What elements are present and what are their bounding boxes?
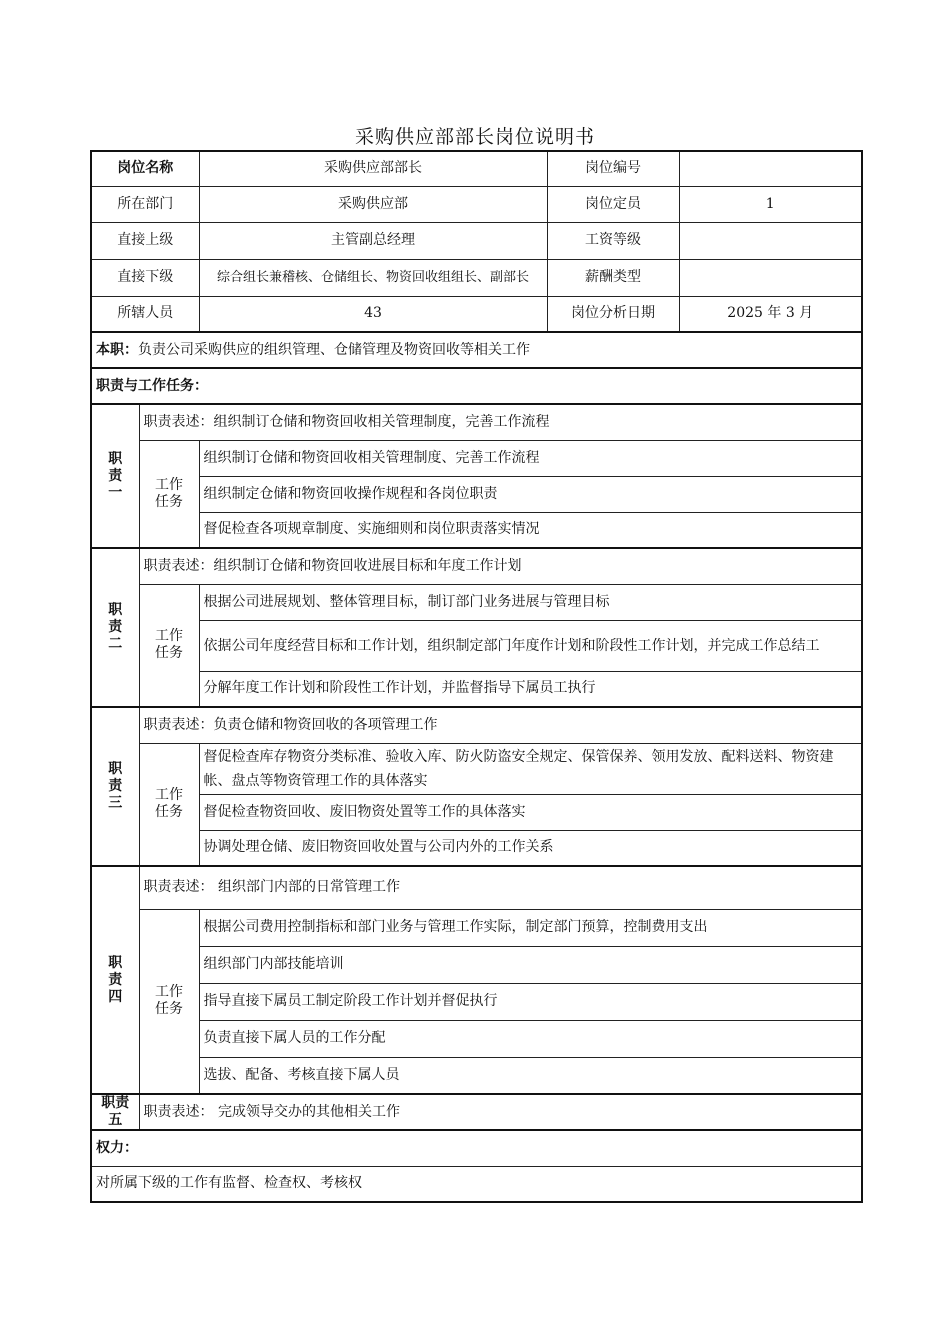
duty-2-task-2: 依据公司年度经营目标和工作计划，组织制定部门年度作计划和阶段性工作计划，并完成工作总结工 (199, 620, 862, 671)
value-department: 采购供应部 (199, 186, 547, 222)
duty-1-task-3: 督促检查各项规章制度、实施细则和岗位职责落实情况 (199, 512, 862, 548)
value-position-code (679, 151, 862, 186)
primary-duty-label: 本职： (96, 341, 138, 358)
duty-3-task-label: 工作 任务 (139, 743, 199, 866)
value-pay-type (679, 259, 862, 296)
duty-2-name: 职 责 二 (91, 548, 139, 707)
label-position-name: 岗位名称 (91, 151, 199, 186)
duty-5-name: 职责 五 (91, 1094, 139, 1130)
duty-1-task-1: 组织制订仓储和物资回收相关管理制度、完善工作流程 (199, 440, 862, 476)
power-text: 对所属下级的工作有监督、检查权、考核权 (91, 1166, 862, 1202)
duty-2-task-1: 根据公司进展规划、整体管理目标，制订部门业务进展与管理目标 (199, 584, 862, 620)
duty-3-name: 职 责 三 (91, 707, 139, 866)
power-label: 权力： (91, 1130, 862, 1166)
duty-2-desc: 职责表述：组织制订仓储和物资回收进展目标和年度工作计划 (139, 548, 862, 584)
label-salary-grade: 工资等级 (547, 222, 679, 259)
primary-duty-text: 负责公司采购供应的组织管理、仓储管理及物资回收等相关工作 (138, 341, 530, 358)
value-position-name: 采购供应部部长 (199, 151, 547, 186)
label-staff-count: 所辖人员 (91, 296, 199, 332)
duty-1-task-2: 组织制定仓储和物资回收操作规程和各岗位职责 (199, 476, 862, 512)
value-direct-subordinates: 综合组长兼稽核、仓储组长、物资回收组组长、副部长 (199, 259, 547, 296)
duties-header: 职责与工作任务： (91, 368, 862, 404)
label-position-code: 岗位编号 (547, 151, 679, 186)
value-salary-grade (679, 222, 862, 259)
duty-3-task-1: 督促检查库存物资分类标准、验收入库、防火防盗安全规定、保管保养、领用发放、配料送料、物资建帐、盘点等物资管理工作的具体落实 (199, 743, 862, 794)
duty-1-task-label: 工作 任务 (139, 440, 199, 548)
value-analysis-date: 2025 年 3 月 (679, 296, 862, 332)
job-description-table (90, 150, 863, 1203)
value-headcount: 1 (679, 186, 862, 222)
value-staff-count: 43 (199, 296, 547, 332)
duty-5-desc: 职责表述： 完成领导交办的其他相关工作 (139, 1094, 862, 1130)
primary-duty-row (91, 332, 862, 368)
label-headcount: 岗位定员 (547, 186, 679, 222)
duty-4-task-3: 指导直接下属员工制定阶段工作计划并督促执行 (199, 983, 862, 1020)
label-direct-superior: 直接上级 (91, 222, 199, 259)
duty-4-desc: 职责表述： 组织部门内部的日常管理工作 (139, 866, 862, 909)
label-direct-subordinates: 直接下级 (91, 259, 199, 296)
value-direct-superior: 主管副总经理 (199, 222, 547, 259)
duty-4-task-1: 根据公司费用控制指标和部门业务与管理工作实际，制定部门预算，控制费用支出 (199, 909, 862, 946)
duty-4-task-2: 组织部门内部技能培训 (199, 946, 862, 983)
duty-2-task-label: 工作 任务 (139, 584, 199, 707)
duty-3-task-3: 协调处理仓储、废旧物资回收处置与公司内外的工作关系 (199, 830, 862, 866)
duty-4-task-4: 负责直接下属人员的工作分配 (199, 1020, 862, 1057)
document-title: 采购供应部部长岗位说明书 (354, 126, 595, 148)
duty-1-name: 职 责 一 (91, 404, 139, 548)
label-department: 所在部门 (91, 186, 199, 222)
label-analysis-date: 岗位分析日期 (547, 296, 679, 332)
duty-4-task-label: 工作 任务 (139, 909, 199, 1094)
duty-3-task-2: 督促检查物资回收、废旧物资处置等工作的具体落实 (199, 794, 862, 830)
duty-1-desc: 职责表述：组织制订仓储和物资回收相关管理制度，完善工作流程 (139, 404, 862, 440)
duty-4-name: 职 责 四 (91, 866, 139, 1094)
label-pay-type: 薪酬类型 (547, 259, 679, 296)
duty-3-desc: 职责表述：负责仓储和物资回收的各项管理工作 (139, 707, 862, 743)
duty-2-task-3: 分解年度工作计划和阶段性工作计划，并监督指导下属员工执行 (199, 671, 862, 707)
duty-4-task-5: 选拔、配备、考核直接下属人员 (199, 1057, 862, 1094)
